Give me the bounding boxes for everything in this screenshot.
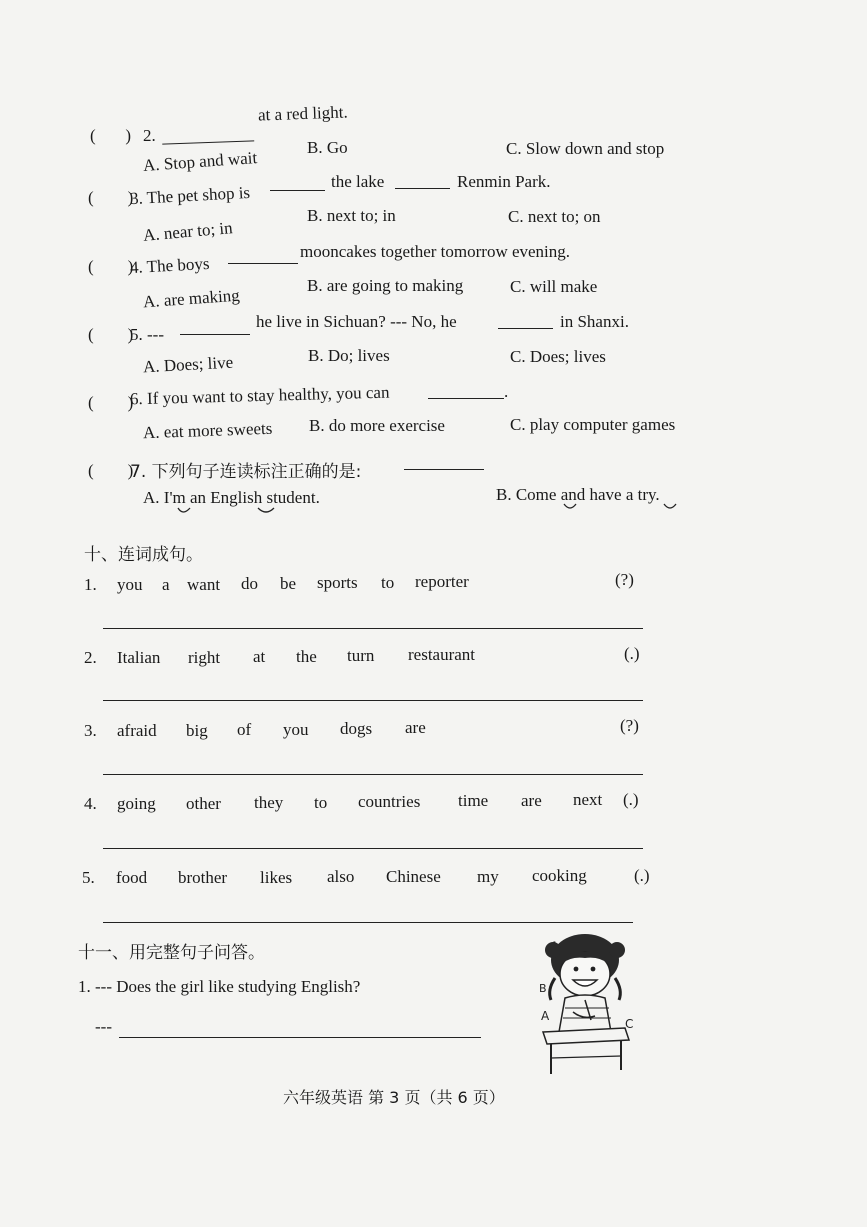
answer-paren-q5: ( ) (88, 325, 134, 344)
answer-line[interactable] (103, 774, 643, 775)
section-10-title: 十、连词成句。 (84, 545, 203, 565)
word-tile: next (573, 790, 603, 809)
word-tile: likes (260, 868, 293, 887)
answer-paren-q7: ( ) (88, 461, 134, 480)
word-tile: are (405, 718, 426, 737)
answer-paren-q6: ( ) (88, 393, 134, 412)
q3-blank-1[interactable] (270, 176, 325, 191)
q2-number: 2. (143, 126, 156, 145)
q3-blank-2[interactable] (395, 174, 450, 189)
word-tile: going (117, 794, 156, 813)
word-tile: brother (178, 868, 228, 887)
word-tile: Chinese (386, 867, 441, 886)
q5-number: 5. --- (130, 325, 164, 344)
q6-end: . (504, 382, 509, 401)
answer-paren-q3: ( ) (88, 188, 134, 207)
word-tile: want (187, 575, 221, 594)
end-punctuation: (.) (624, 644, 640, 663)
q3-option-b: B. next to; in (307, 206, 396, 225)
q6-option-a: A. eat more sweets (142, 418, 273, 443)
q5-option-a: A. Does; live (142, 352, 234, 377)
q6-option-b: B. do more exercise (309, 416, 445, 435)
word-tile: turn (347, 646, 375, 665)
page-footer: 六年级英语 第 3 页（共 6 页） (283, 1088, 505, 1107)
q4-option-c: C. will make (510, 277, 598, 296)
word-tile: time (458, 791, 489, 810)
liaison-marks-b (560, 500, 690, 514)
q5-blank-1[interactable] (180, 320, 250, 335)
answer-dash: --- (95, 1017, 112, 1036)
word-tile: at (253, 647, 266, 666)
svg-text:C: C (625, 1017, 634, 1031)
q6-option-c: C. play computer games (510, 415, 676, 434)
word-tile: Italian (117, 648, 161, 667)
section-11-question-1: 1. --- Does the girl like studying English? (78, 977, 361, 996)
q4-blank[interactable] (228, 249, 298, 264)
answer-paren-q4: ( ) (88, 257, 134, 276)
word-tile: right (188, 648, 221, 667)
q2-option-c: C. Slow down and stop (506, 139, 665, 158)
svg-text:A: A (541, 1009, 550, 1023)
word-tile: cooking (532, 866, 587, 885)
word-tile: food (116, 868, 148, 887)
answer-line[interactable] (119, 1037, 481, 1038)
q5-mid: he live in Sichuan? --- No, he (256, 312, 457, 331)
word-tile: the (296, 647, 317, 666)
row-number: 4. (84, 794, 97, 813)
q4-stem: 4. The boys (129, 253, 210, 278)
q5-option-c: C. Does; lives (510, 347, 606, 366)
word-tile: to (381, 573, 395, 592)
row-number: 5. (82, 868, 95, 887)
answer-line[interactable] (103, 922, 633, 923)
q3-end: Renmin Park. (457, 172, 551, 191)
section-11-title: 十一、用完整句子问答。 (78, 943, 265, 963)
q3-option-c: C. next to; on (508, 207, 601, 226)
row-number: 2. (84, 648, 97, 667)
end-punctuation: (?) (615, 570, 634, 589)
word-tile: other (186, 794, 221, 813)
q7-stem: 7. 下列句子连读标注正确的是: (130, 462, 362, 482)
word-tile: big (186, 721, 208, 740)
liaison-marks-a (172, 504, 482, 518)
word-tile: do (241, 574, 258, 593)
row-number: 3. (84, 721, 97, 740)
svg-text:B: B (539, 982, 547, 995)
word-tile: to (314, 793, 328, 812)
word-tile: be (280, 574, 297, 593)
word-tile: of (237, 720, 252, 739)
q7-option-a: A. I'm an English student. (143, 488, 320, 507)
q4-option-b: B. are going to making (307, 276, 464, 295)
end-punctuation: (?) (620, 716, 639, 735)
word-tile: restaurant (408, 645, 476, 664)
word-tile: reporter (415, 572, 469, 591)
answer-line[interactable] (103, 700, 643, 701)
q7-option-b: B. Come and have a try. (496, 485, 660, 504)
q3-option-a: A. near to; in (142, 218, 234, 245)
word-tile: my (477, 867, 499, 886)
word-tile: you (117, 575, 143, 594)
q3-mid: the lake (331, 172, 385, 191)
word-tile: dogs (340, 719, 373, 738)
q6-stem: 6. If you want to stay healthy, you can (129, 382, 390, 409)
answer-line[interactable] (103, 848, 643, 849)
q4-option-a: A. are making (142, 285, 241, 312)
word-tile: are (521, 791, 542, 810)
q5-option-b: B. Do; lives (308, 346, 390, 365)
q7-blank[interactable] (404, 455, 484, 470)
q2-blank[interactable] (162, 126, 254, 144)
q2-option-b: B. Go (307, 138, 348, 157)
word-tile: you (283, 720, 309, 739)
row-number: 1. (84, 575, 97, 594)
word-tile: a (162, 575, 170, 594)
q5-blank-2[interactable] (498, 314, 553, 329)
word-tile: they (254, 793, 284, 812)
word-tile: sports (317, 573, 358, 592)
answer-line[interactable] (103, 628, 643, 629)
answer-paren-q2: ( ) (90, 126, 132, 145)
word-tile: countries (358, 792, 421, 811)
q5-end: in Shanxi. (560, 312, 629, 331)
word-tile: also (327, 867, 355, 886)
q4-end: mooncakes together tomorrow evening. (300, 242, 571, 261)
word-tile: afraid (117, 721, 157, 740)
end-punctuation: (.) (634, 866, 650, 885)
q2-option-a: A. Stop and wait (142, 148, 258, 175)
girl-studying-illustration (525, 928, 650, 1078)
q3-stem: 3. The pet shop is (129, 182, 251, 209)
end-punctuation: (.) (623, 790, 639, 809)
q2-stem: at a red light. (257, 102, 348, 125)
q6-blank[interactable] (428, 384, 504, 399)
